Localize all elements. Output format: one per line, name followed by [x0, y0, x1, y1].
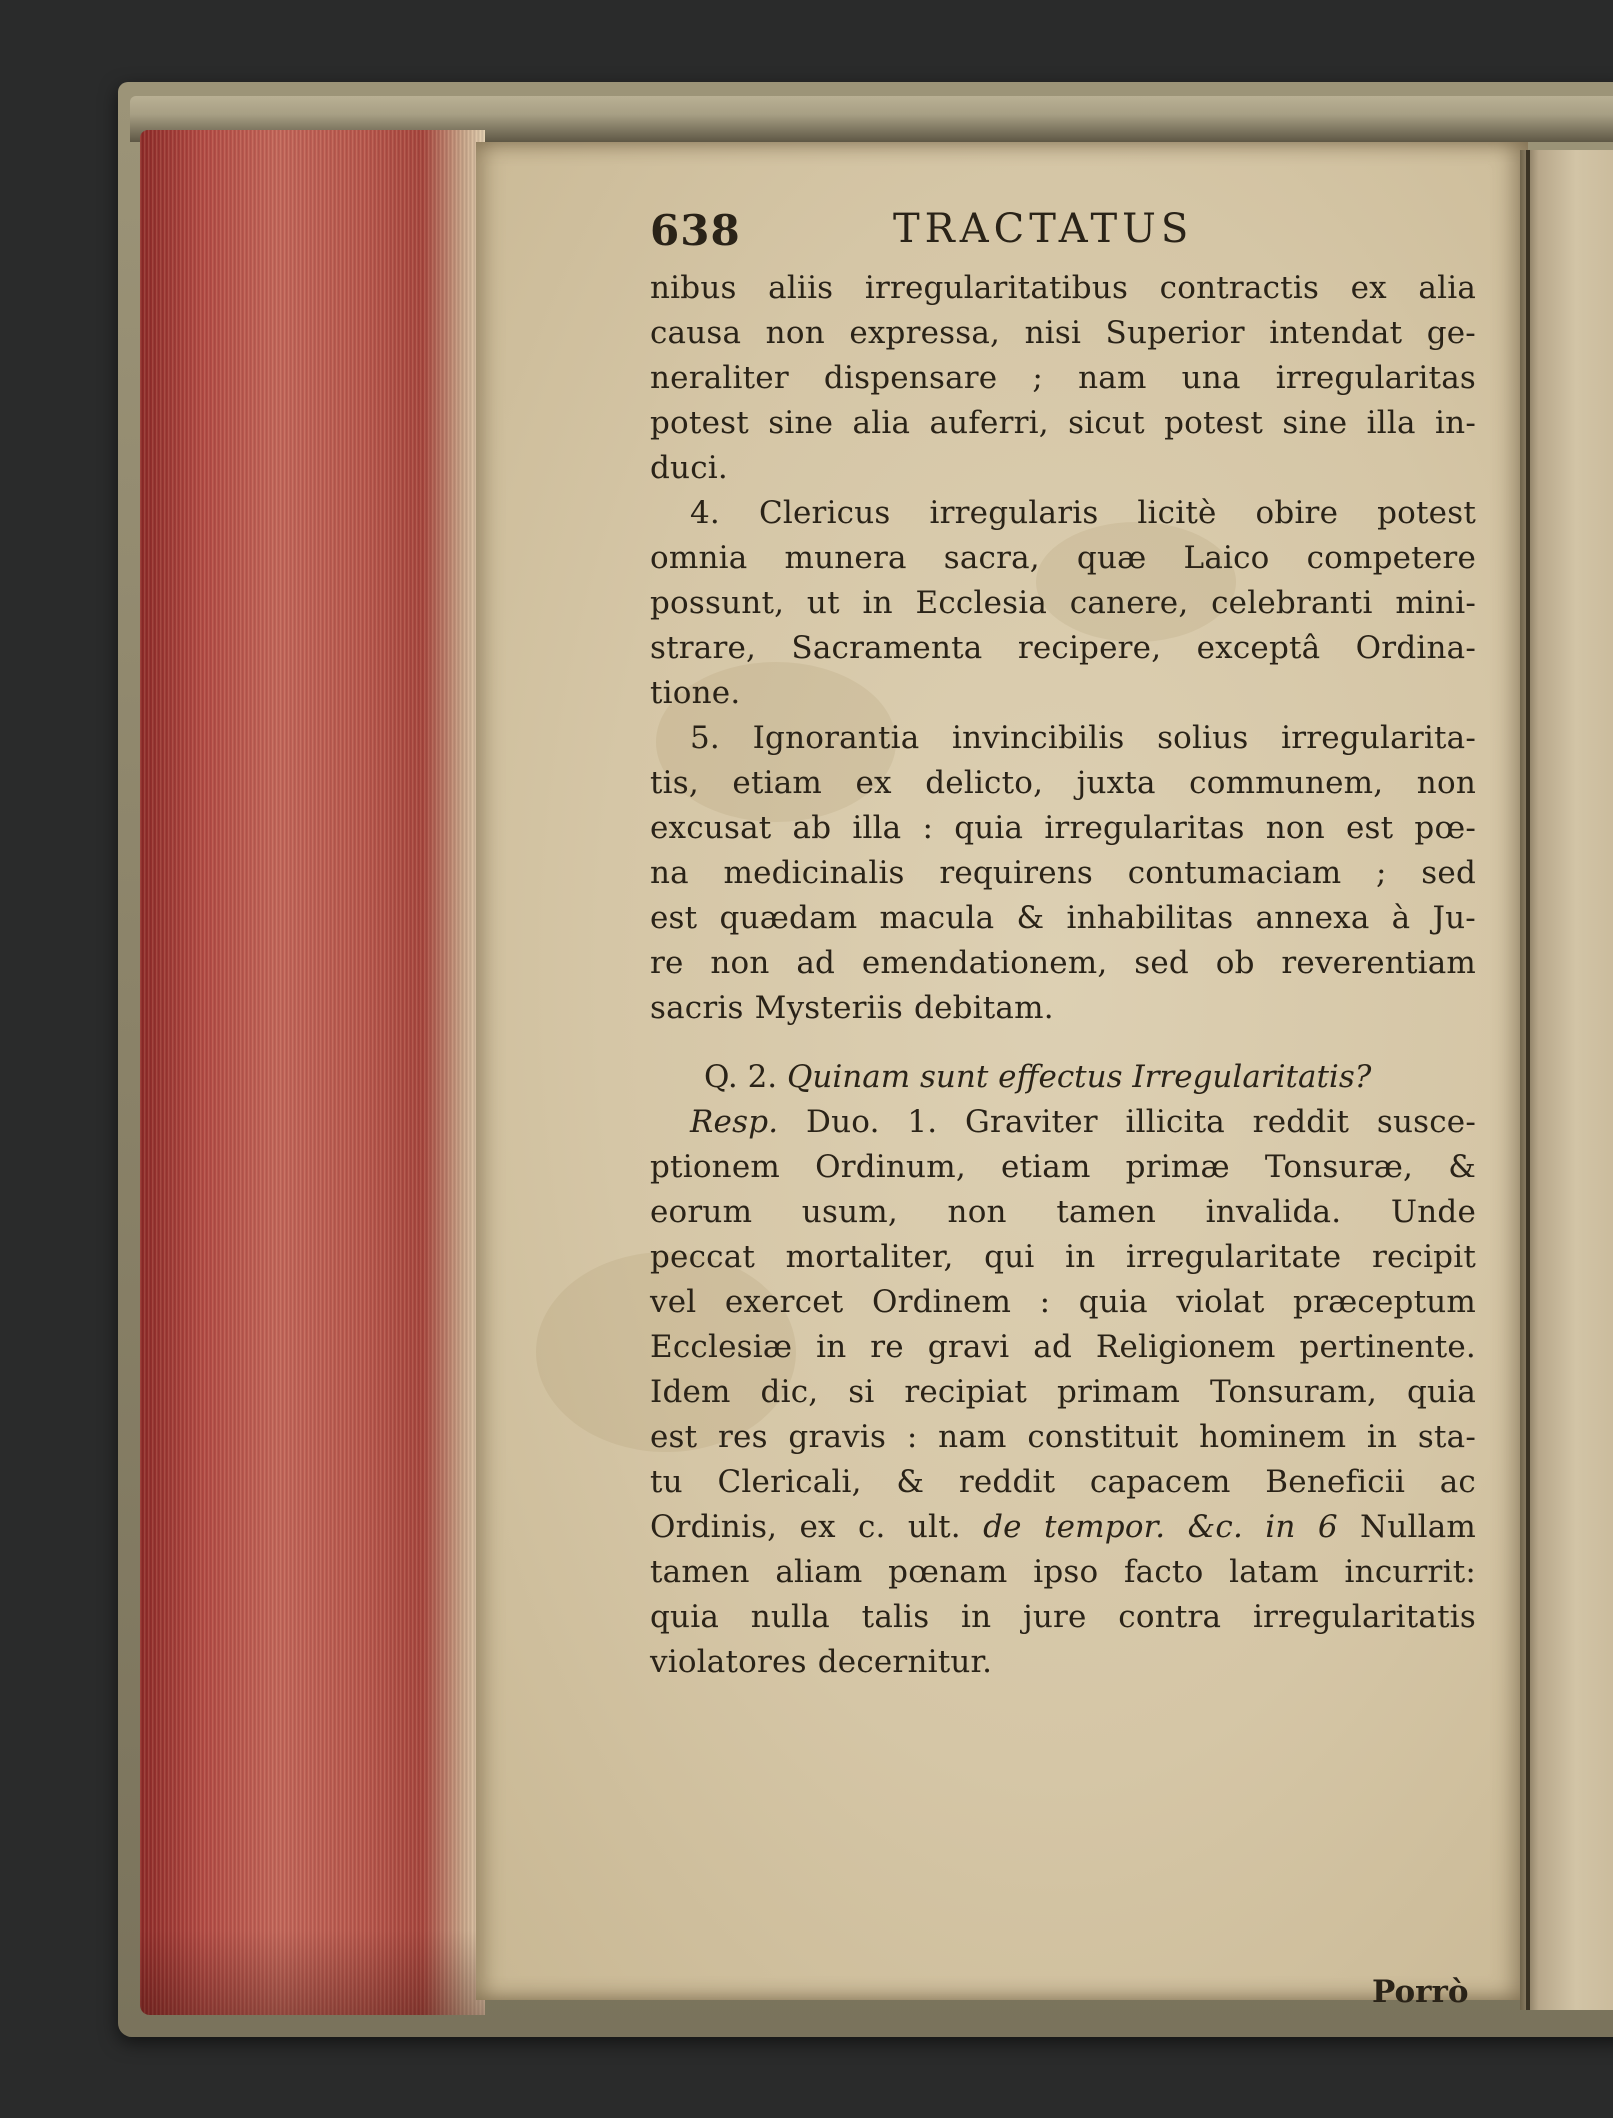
section-gap [650, 1031, 1476, 1055]
response-label: Resp. [690, 1104, 779, 1140]
running-head: TRACTATUS [893, 206, 1194, 252]
paragraph-5 [650, 716, 1476, 1031]
text-line: re non ad emendationem, sed ob reverentiam [650, 945, 1476, 981]
text-line: possunt, ut in Ecclesia canere, celebranti mini- [650, 585, 1476, 621]
page-text-block [650, 200, 1477, 2010]
text-line: causa non expressa, nisi Superior intendat ge- [650, 315, 1476, 351]
facing-page-edge [1520, 150, 1613, 2010]
text-line: quia nulla talis in jure contra irregularitatis [650, 1599, 1476, 1635]
question-heading [650, 1055, 1476, 1100]
text-line: est res gravis : nam constituit hominem in sta- [650, 1419, 1476, 1455]
text-line: violatores decernitur. [650, 1644, 993, 1680]
paragraph-3-continuation [650, 266, 1476, 491]
red-page-edges-shadow [140, 1930, 485, 2015]
text-line: tione. [650, 675, 741, 711]
text-line: tis, etiam ex delicto, juxta communem, non [650, 765, 1476, 801]
text-line: tamen aliam pœnam ipso facto latam incurrit: [650, 1554, 1476, 1590]
response-first-line: Duo. 1. Graviter illicita reddit susce- [806, 1104, 1476, 1140]
text-line: neraliter dispensare ; nam una irregularitas [650, 360, 1476, 396]
text-line: Ecclesiæ in re gravi ad Religionem pertinente. [650, 1329, 1476, 1365]
citation-after: Nullam [1360, 1509, 1477, 1545]
question-label: Q. 2. [704, 1059, 778, 1095]
text-line: peccat mortaliter, qui in irregularitate recipit [650, 1239, 1476, 1275]
text-line: strare, Sacramenta recipere, exceptâ Ordina- [650, 630, 1476, 666]
citation-before: Ordinis, ex c. ult. [650, 1509, 961, 1545]
text-line: ptionem Ordinum, etiam primæ Tonsuræ, & [650, 1149, 1476, 1185]
paragraph-4 [650, 491, 1476, 716]
text-line: excusat ab illa : quia irregularitas non est pœ- [650, 810, 1476, 846]
gutter-shadow [1526, 150, 1530, 2010]
text-line: vel exercet Ordinem : quia violat præceptum [650, 1284, 1476, 1320]
text-line: tu Clericali, & reddit capacem Beneficii ac [650, 1464, 1476, 1500]
page-number: 638 [650, 206, 741, 255]
citation-reference: de tempor. &c. in 6 [983, 1509, 1338, 1545]
text-line: est quædam macula & inhabilitas annexa à Ju- [650, 900, 1476, 936]
response-paragraph [650, 1100, 1476, 1685]
catchword: Porrò [1372, 1974, 1469, 2010]
red-page-edges [140, 130, 485, 2015]
text-line: potest sine alia auferri, sicut potest sine illa in- [650, 405, 1476, 441]
text-line: 5. Ignorantia invincibilis solius irregularita- [690, 720, 1476, 756]
text-line: na medicinalis requirens contumaciam ; sed [650, 855, 1476, 891]
citation-line [650, 1505, 1476, 1550]
text-line: omnia munera sacra, quæ Laico competere [650, 540, 1476, 576]
text-line: eorum usum, non tamen invalida. Unde [650, 1194, 1476, 1230]
text-line [650, 1100, 1476, 1145]
text-line: 4. Clericus irregularis licitè obire potest [690, 495, 1476, 531]
text-line: duci. [650, 450, 728, 486]
text-line: Idem dic, si recipiat primam Tonsuram, quia [650, 1374, 1476, 1410]
page-header [650, 200, 1476, 266]
text-line: nibus aliis irregularitatibus contractis ex alia [650, 270, 1476, 306]
question-text: Quinam sunt effectus Irregularitatis? [787, 1059, 1372, 1095]
text-line: sacris Mysteriis debitam. [650, 990, 1054, 1026]
